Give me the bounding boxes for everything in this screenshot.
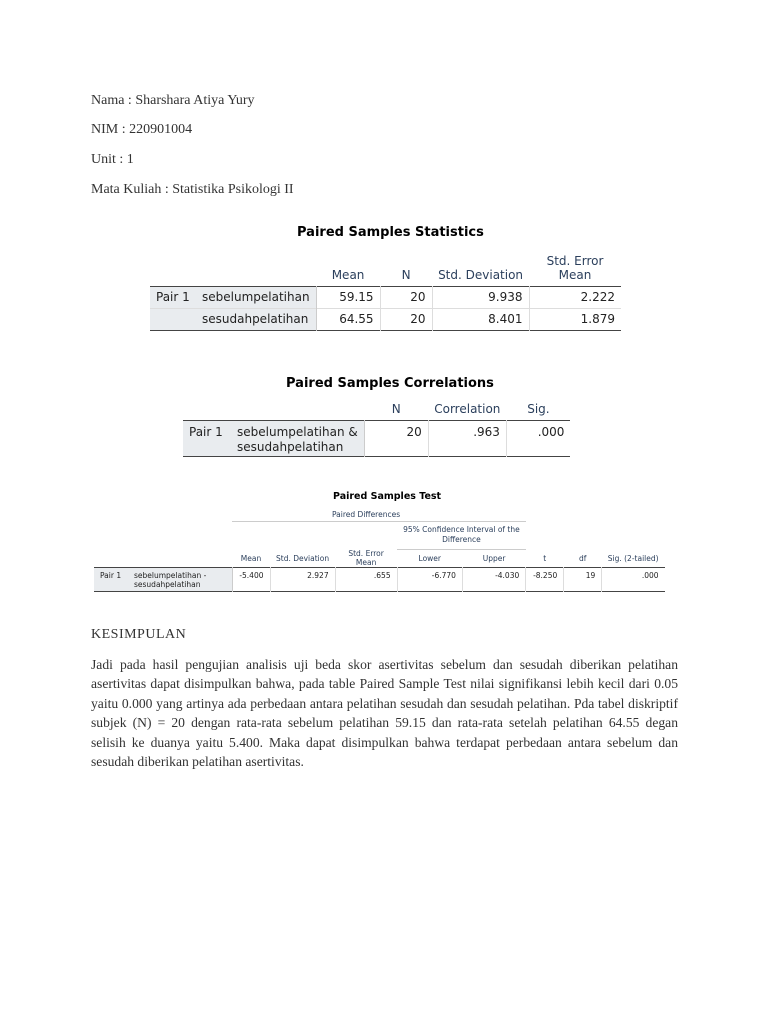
corr-table xyxy=(183,398,570,457)
corr-header-row xyxy=(183,398,570,420)
col-n: N xyxy=(391,401,401,416)
cell-mean: 64.55 xyxy=(316,308,380,330)
stats-table-title: Paired Samples Statistics xyxy=(297,225,484,240)
col-sig: Sig. (2-tailed) xyxy=(607,553,659,563)
var-name: sebelumpelatihan - sesudahpelatihan xyxy=(128,568,232,592)
col-df: df xyxy=(579,553,587,563)
test-header-row-1 xyxy=(94,508,665,521)
cell-df: 19 xyxy=(564,568,602,592)
test-table xyxy=(94,508,665,592)
test-header-row-2 xyxy=(94,521,665,549)
cell-se: 2.222 xyxy=(580,290,616,304)
cell-se: .655 xyxy=(335,568,397,592)
pair-label: Pair 1 xyxy=(94,568,128,592)
cell-correlation: .963 xyxy=(428,420,506,456)
paired-differences-header: Paired Differences xyxy=(232,508,526,521)
table-row xyxy=(150,308,621,330)
conclusion-title: KESIMPULAN xyxy=(91,627,187,642)
table-row xyxy=(150,286,621,308)
cell-sd: 2.927 xyxy=(270,568,335,592)
stats-table xyxy=(150,248,621,331)
col-mean: Mean xyxy=(331,267,365,282)
var-name: sesudahpelatihan xyxy=(196,308,316,330)
col-se: Std. Error Mean xyxy=(348,549,384,567)
cell-sd: 8.401 xyxy=(432,308,529,330)
unit-label: Unit : 1 xyxy=(91,152,134,167)
cell-t: -8.250 xyxy=(526,568,564,592)
cell-sd: 9.938 xyxy=(432,286,529,308)
table-row xyxy=(183,420,570,456)
col-se: Std. Error Mean xyxy=(546,253,604,282)
col-sd: Std. Deviation xyxy=(438,267,524,282)
col-t: t xyxy=(543,553,547,563)
cell-se: 1.879 xyxy=(580,312,616,326)
cell-upper: -4.030 xyxy=(462,568,525,592)
var-name: sebelumpelatihan & sesudahpelatihan xyxy=(231,420,364,456)
col-n: N xyxy=(401,267,411,282)
cell-sig: .000 xyxy=(641,571,659,580)
pair-label: Pair 1 xyxy=(150,286,196,308)
corr-table-title: Paired Samples Correlations xyxy=(286,376,494,391)
test-table-title: Paired Samples Test xyxy=(333,491,442,502)
col-lower: Lower xyxy=(418,553,441,563)
cell-mean: 59.15 xyxy=(316,286,380,308)
cell-n: 20 xyxy=(364,420,428,456)
cell-sig: .000 xyxy=(537,424,565,439)
cell-mean: -5.400 xyxy=(232,568,270,592)
pair-label: Pair 1 xyxy=(183,420,231,456)
stats-header-row xyxy=(150,248,621,286)
ci-header: 95% Confidence Interval of the Difference xyxy=(397,521,526,549)
col-sd: Std. Deviation xyxy=(276,553,330,563)
col-mean: Mean xyxy=(240,553,262,563)
student-name: Nama : Sharshara Atiya Yury xyxy=(91,93,255,108)
student-nim: NIM : 220901004 xyxy=(91,122,193,137)
cell-n: 20 xyxy=(380,286,432,308)
cell-lower: -6.770 xyxy=(397,568,462,592)
course-label: Mata Kuliah : Statistika Psikologi II xyxy=(91,182,294,197)
var-name: sebelumpelatihan xyxy=(196,286,316,308)
col-correlation: Correlation xyxy=(434,401,501,416)
col-sig: Sig. xyxy=(527,401,550,416)
col-upper: Upper xyxy=(482,553,506,563)
table-row xyxy=(94,568,665,592)
test-header-row-3 xyxy=(94,549,665,568)
cell-n: 20 xyxy=(380,308,432,330)
conclusion-paragraph: Jadi pada hasil pengujian analisis uji beda skor asertivitas sebelum dan sesudah diberikan pelatihan asertivitas dapat disimpulkan bahwa, pada table Paired Sample Test nilai signifikansi lebih kecil dari 0.05 yaitu 0.000 yang artinya ada perbedaan antara pelatihan sesudah dan sesudah pelatihan. Pda tabel diskriptif subjek (N) = 20 dengan rata-rata sebelum pelatihan 59.15 dan rata-rata setelah pelatihan 64.55 degan selisih ke duanya yaitu 5.400. Maka dapat disimpulkan bahwa terdapat perbedaan antara sebelum dan sesudah diberikan pelatihan asertivitas. xyxy=(91,657,678,770)
